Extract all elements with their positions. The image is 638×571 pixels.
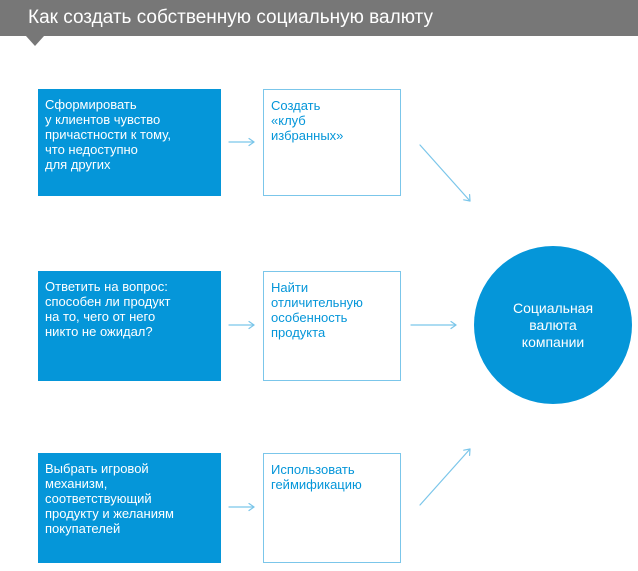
arrow-row1-horizontal (229, 139, 254, 146)
result-text-3: Использовать геймификацию (271, 462, 362, 492)
arrow-row2-horizontal (229, 322, 254, 329)
arrow-row3-horizontal (229, 504, 254, 511)
action-text-3: Выбрать игровой механизм, соответствующий продукту и желаниям покупателей (45, 461, 174, 536)
action-text-2: Ответить на вопрос: способен ли продукт на то, чего от него никто не ожидал? (45, 279, 171, 339)
page-title: Как создать собственную социальную валюту (28, 7, 433, 28)
goal-text: Социальная валюта компании (512, 299, 594, 350)
arrow-row1-diagonal (420, 145, 470, 201)
arrow-row2-horizontal-to-goal (411, 322, 456, 329)
result-text-1: Создать «клуб избранных» (271, 98, 344, 143)
arrow-row3-diagonal (420, 449, 470, 505)
action-text-1: Сформировать у клиентов чувство причастности к тому, что недоступно для других (45, 97, 171, 172)
result-text-2: Найти отличительную особенность продукта (271, 280, 363, 340)
